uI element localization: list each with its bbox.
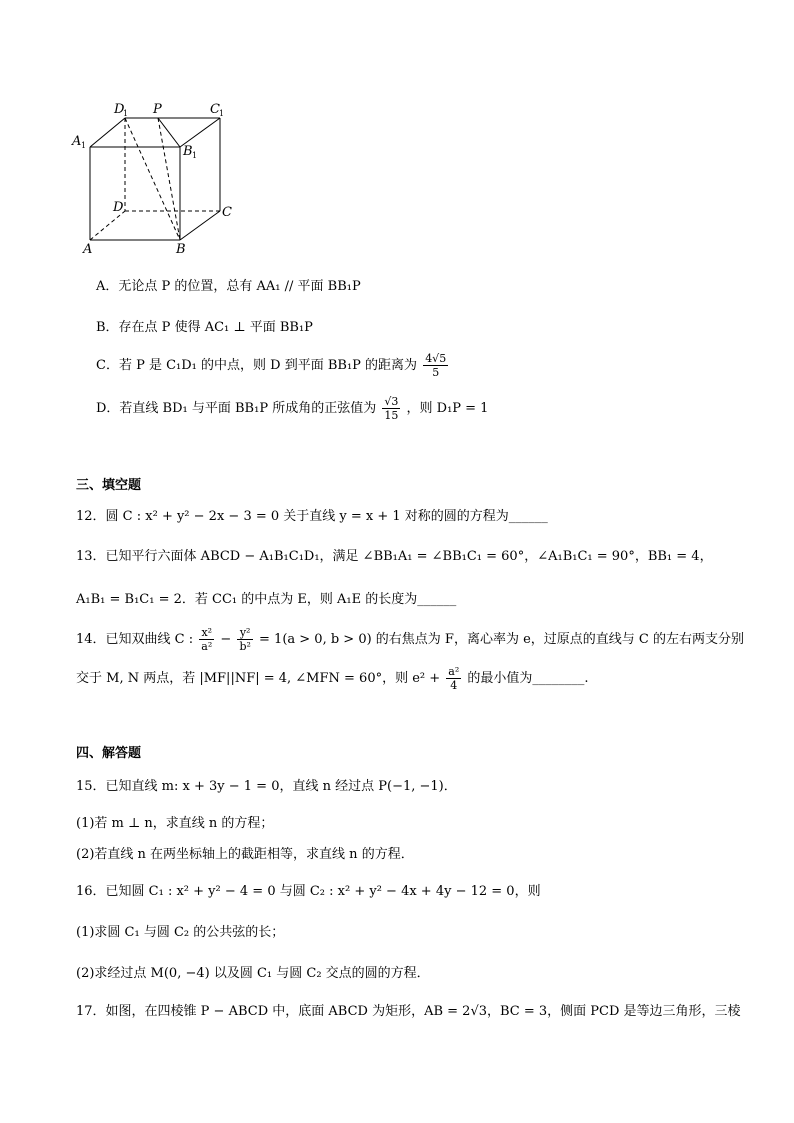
- label-d: D: [113, 200, 124, 215]
- q14-frac-y: [237, 626, 252, 653]
- question-16: 16．已知圆 C₁ : x² + y² − 4 = 0 与圆 C₂ : x² + y² − 4x + 4y − 12 = 0，则: [76, 884, 541, 899]
- option-a: A．无论点 P 的位置，总有 AA₁ // 平面 BB₁P: [96, 279, 361, 294]
- label-a: A: [83, 242, 93, 257]
- question-13-line2: A₁B₁ = B₁C₁ = 2．若 CC₁ 的中点为 E，则 A₁E 的长度为______: [76, 592, 457, 607]
- label-p: P: [153, 102, 162, 117]
- q14-frac-x-den: a²: [201, 640, 213, 653]
- edge-pb1: [158, 118, 180, 147]
- q14-post: = 1(a > 0, b > 0) 的右焦点为 F，离心率为 e，过原点的直线与 C 的左右两支分别: [259, 632, 744, 647]
- edge-bc: [180, 211, 220, 240]
- label-c1: C: [210, 102, 220, 117]
- option-d: [96, 395, 488, 422]
- section-3-title: 三、填空题: [76, 478, 142, 493]
- option-d-text: D．若直线 BD₁ 与平面 BB₁P 所成角的正弦值为: [96, 401, 377, 416]
- question-15: 15．已知直线 m: x + 3y − 1 = 0，直线 n 经过点 P(−1, −1)．: [76, 779, 457, 794]
- option-c-numerator: 4√5: [425, 352, 447, 365]
- option-d-tail: ，则 D₁P = 1: [406, 401, 489, 416]
- option-d-fraction: [382, 395, 400, 422]
- label-b1-sub: 1: [192, 151, 198, 160]
- label-a1-sub: 1: [81, 141, 87, 150]
- q14-frac-x-num: x²: [199, 626, 214, 640]
- label-d1: D: [114, 102, 125, 117]
- question-16-part1: (1)求圆 C₁ 与圆 C₂ 的公共弦的长；: [76, 925, 285, 940]
- question-13-line1: 13．已知平行六面体 ABCD − A₁B₁C₁D₁，满足 ∠BB₁A₁ = ∠BB₁C₁ = 60°，∠A₁B₁C₁ = 90°，BB₁ = 4，: [76, 549, 713, 564]
- option-c-text: C．若 P 是 C₁D₁ 的中点，则 D 到平面 BB₁P 的距离为: [96, 358, 418, 373]
- option-b: B．存在点 P 使得 AC₁ ⊥ 平面 BB₁P: [96, 320, 313, 335]
- edge-ad: [90, 211, 125, 240]
- q14-frac-a-num: a²: [448, 665, 460, 678]
- label-d1-sub: 1: [123, 109, 129, 118]
- edge-b1c1: [180, 118, 220, 147]
- edge-a1d1: [90, 118, 125, 147]
- label-c: C: [222, 205, 232, 220]
- q14-frac-x: [199, 626, 214, 653]
- question-14-line1: [76, 626, 744, 653]
- label-b: B: [176, 242, 186, 257]
- question-15-part1: (1)若 m ⊥ n，求直线 n 的方程；: [76, 816, 274, 831]
- label-a1: A: [72, 134, 82, 149]
- label-b1: B: [183, 144, 193, 159]
- q14-frac-y-num: y²: [237, 626, 252, 640]
- q14-frac-a: [446, 665, 461, 692]
- section-4-title: 四、解答题: [76, 746, 142, 761]
- option-d-numerator: √3: [384, 395, 399, 408]
- cube-figure: [70, 95, 245, 260]
- q14-frac-y-den: b²: [239, 640, 251, 653]
- q14-minus: −: [220, 632, 232, 647]
- option-c-denominator: 5: [432, 366, 440, 379]
- q14-l2-post: 的最小值为________.: [467, 671, 589, 686]
- question-14-line2: [76, 665, 589, 692]
- option-c: [96, 352, 450, 379]
- q14-frac-a-den: 4: [450, 679, 458, 692]
- question-15-part2: (2)若直线 n 在两坐标轴上的截距相等，求直线 n 的方程．: [76, 847, 414, 862]
- question-12: 12．圆 C : x² + y² − 2x − 3 = 0 关于直线 y = x + 1 对称的圆的方程为______: [76, 509, 548, 524]
- question-17: 17．如图，在四棱锥 P − ABCD 中，底面 ABCD 为矩形，AB = 2√3，BC = 3，侧面 PCD 是等边三角形，三棱: [76, 1004, 741, 1019]
- q14-pre: 14．已知双曲线 C :: [76, 632, 194, 647]
- question-16-part2: (2)求经过点 M(0, −4) 以及圆 C₁ 与圆 C₂ 交点的圆的方程．: [76, 966, 430, 981]
- q14-l2-pre: 交于 M, N 两点，若 |MF||NF| = 4, ∠MFN = 60°，则 e² +: [76, 671, 441, 686]
- option-c-fraction: [423, 352, 448, 379]
- label-c1-sub: 1: [219, 109, 225, 118]
- option-d-denominator: 15: [384, 409, 399, 422]
- edge-pb: [158, 118, 180, 240]
